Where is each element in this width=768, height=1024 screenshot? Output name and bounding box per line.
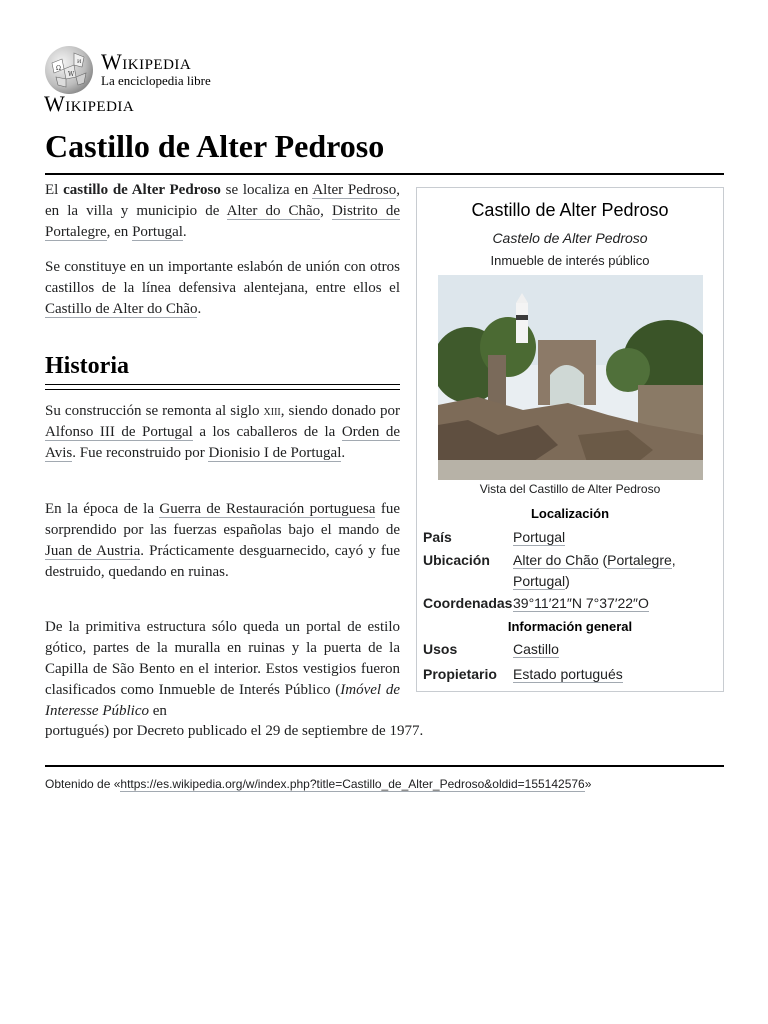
link-usos-castillo[interactable]: Castillo <box>513 641 559 657</box>
infobox-label-propietario: Propietario <box>423 666 497 682</box>
text: Se constituye en un importante eslabón de unión con otros castillos de la línea defensiva alentejana, entre ellos el <box>45 259 400 296</box>
text: se localiza en <box>220 182 313 198</box>
infobox-section-localizacion: Localización <box>530 506 610 521</box>
link-castillo-alter-do-chao[interactable]: Castillo de Alter do Chão <box>45 301 198 317</box>
infobox-value-usos <box>513 639 718 660</box>
portuguese-term: Imóvel de Interesse Público <box>45 682 400 719</box>
century-numeral: xiii <box>263 404 281 419</box>
historia-paragraph-3-last-line: portugués) por Decreto publicado el 29 de septiembre de 1977. <box>45 723 424 739</box>
infobox-label-ubicacion: Ubicación <box>423 552 490 568</box>
link-guerra-restauracion[interactable]: Guerra de Restauración portuguesa <box>159 501 376 517</box>
link-alter-pedroso[interactable]: Alter Pedroso <box>312 182 397 198</box>
link-orden-de-avis[interactable]: Orden de Avis <box>45 424 400 461</box>
text: . Fue reconstruido por <box>72 445 209 461</box>
text: ( <box>598 552 608 568</box>
text: . Prácticamente desguarnecido, cayó y fue destruido, quedando en ruinas. <box>45 543 400 580</box>
permanent-link[interactable]: https://es.wikipedia.org/w/index.php?title=Castillo_de_Alter_Pedroso&oldid=155142576 <box>120 777 585 791</box>
text: a los caballeros de la <box>192 424 342 440</box>
svg-text:W: W <box>68 71 75 78</box>
text: . <box>197 301 202 317</box>
link-pais-portugal[interactable]: Portugal <box>513 529 566 545</box>
castle-photo[interactable] <box>438 275 703 480</box>
text: , <box>320 203 332 219</box>
link-dionisio-i[interactable]: Dionisio I de Portugal <box>208 445 342 461</box>
infobox-value-ubicacion <box>513 550 718 592</box>
text: en <box>149 703 167 719</box>
historia-paragraph-1 <box>45 401 400 464</box>
title-divider <box>45 173 724 175</box>
wikipedia-globe-logo[interactable] <box>44 45 94 95</box>
text: fue sorprendido por las fuerzas españolas bajo el mando de <box>45 501 400 538</box>
infobox-value-pais <box>513 527 718 548</box>
intro-paragraph-1 <box>45 180 400 243</box>
infobox-native-name: Castelo de Alter Pedroso <box>492 230 648 246</box>
text: » <box>584 777 592 791</box>
text: En la época de la <box>45 501 160 517</box>
page-title: Castillo de Alter Pedroso <box>45 128 385 164</box>
link-distrito-portalegre[interactable]: Distrito de Portalegre <box>45 203 400 240</box>
link-alfonso-iii[interactable]: Alfonso III de Portugal <box>45 424 193 440</box>
text: El <box>45 182 64 198</box>
retrieved-from-footer <box>45 777 591 791</box>
text: Obtenido de « <box>45 777 121 791</box>
link-ubicacion-portugal[interactable]: Portugal <box>513 573 566 589</box>
text: . <box>341 445 346 461</box>
historia-paragraph-3 <box>45 617 400 722</box>
photo-caption: Vista del Castillo de Alter Pedroso <box>479 482 661 496</box>
text: , siendo donado por <box>280 403 400 419</box>
svg-text:И: И <box>77 59 82 65</box>
text: Su construcción se remonta al siglo <box>45 403 264 419</box>
svg-text:Ω: Ω <box>56 65 61 72</box>
text: , en <box>106 224 133 240</box>
link-estado-portugues[interactable]: Estado portugués <box>513 666 623 682</box>
infobox-value-coordenadas <box>513 593 718 614</box>
text: . <box>182 224 187 240</box>
link-ubicacion-portalegre[interactable]: Portalegre <box>607 552 672 568</box>
link-alter-do-chao[interactable]: Alter do Chão <box>226 203 321 219</box>
infobox-title: Castillo de Alter Pedroso <box>471 200 669 220</box>
text: , en la villa y municipio de <box>45 182 400 219</box>
historia-paragraph-2 <box>45 499 400 583</box>
infobox-section-informacion-general: Información general <box>507 619 633 634</box>
infobox-label-pais: País <box>423 529 452 545</box>
wikipedia-tagline: La enciclopedia libre <box>101 73 211 88</box>
link-portugal[interactable]: Portugal <box>132 224 183 240</box>
infobox <box>416 187 724 692</box>
article-subject: castillo de Alter Pedroso <box>63 182 221 198</box>
infobox-label-coordenadas: Coordenadas <box>423 595 513 611</box>
footer-divider <box>45 765 724 767</box>
section-divider-bottom <box>45 389 400 390</box>
wikipedia-wordmark[interactable]: Wikipedia <box>101 49 192 74</box>
wikipedia-wordmark-secondary[interactable]: Wikipedia <box>44 91 135 116</box>
text: De la primitiva estructura sólo queda un portal de estilo gótico, partes de la muralla en ruinas y la puerta de la Capilla de São Bento en el interior. Estos vestigios fueron clasificados como Inmueble de Interés Público ( <box>45 619 400 698</box>
infobox-value-propietario <box>513 664 718 685</box>
infobox-label-usos: Usos <box>423 641 458 657</box>
intro-paragraph-2 <box>45 257 400 320</box>
link-juan-de-austria[interactable]: Juan de Austria <box>45 543 141 559</box>
link-coordinates[interactable]: 39°11′21″N 7°37′22″O <box>513 595 649 611</box>
section-divider-top <box>45 384 400 385</box>
infobox-designation: Inmueble de interés público <box>490 253 650 268</box>
text: ) <box>565 573 570 589</box>
link-ubicacion-alter-do-chao[interactable]: Alter do Chão <box>513 552 599 568</box>
text: , <box>671 552 676 568</box>
section-heading-historia: Historia <box>45 353 129 379</box>
